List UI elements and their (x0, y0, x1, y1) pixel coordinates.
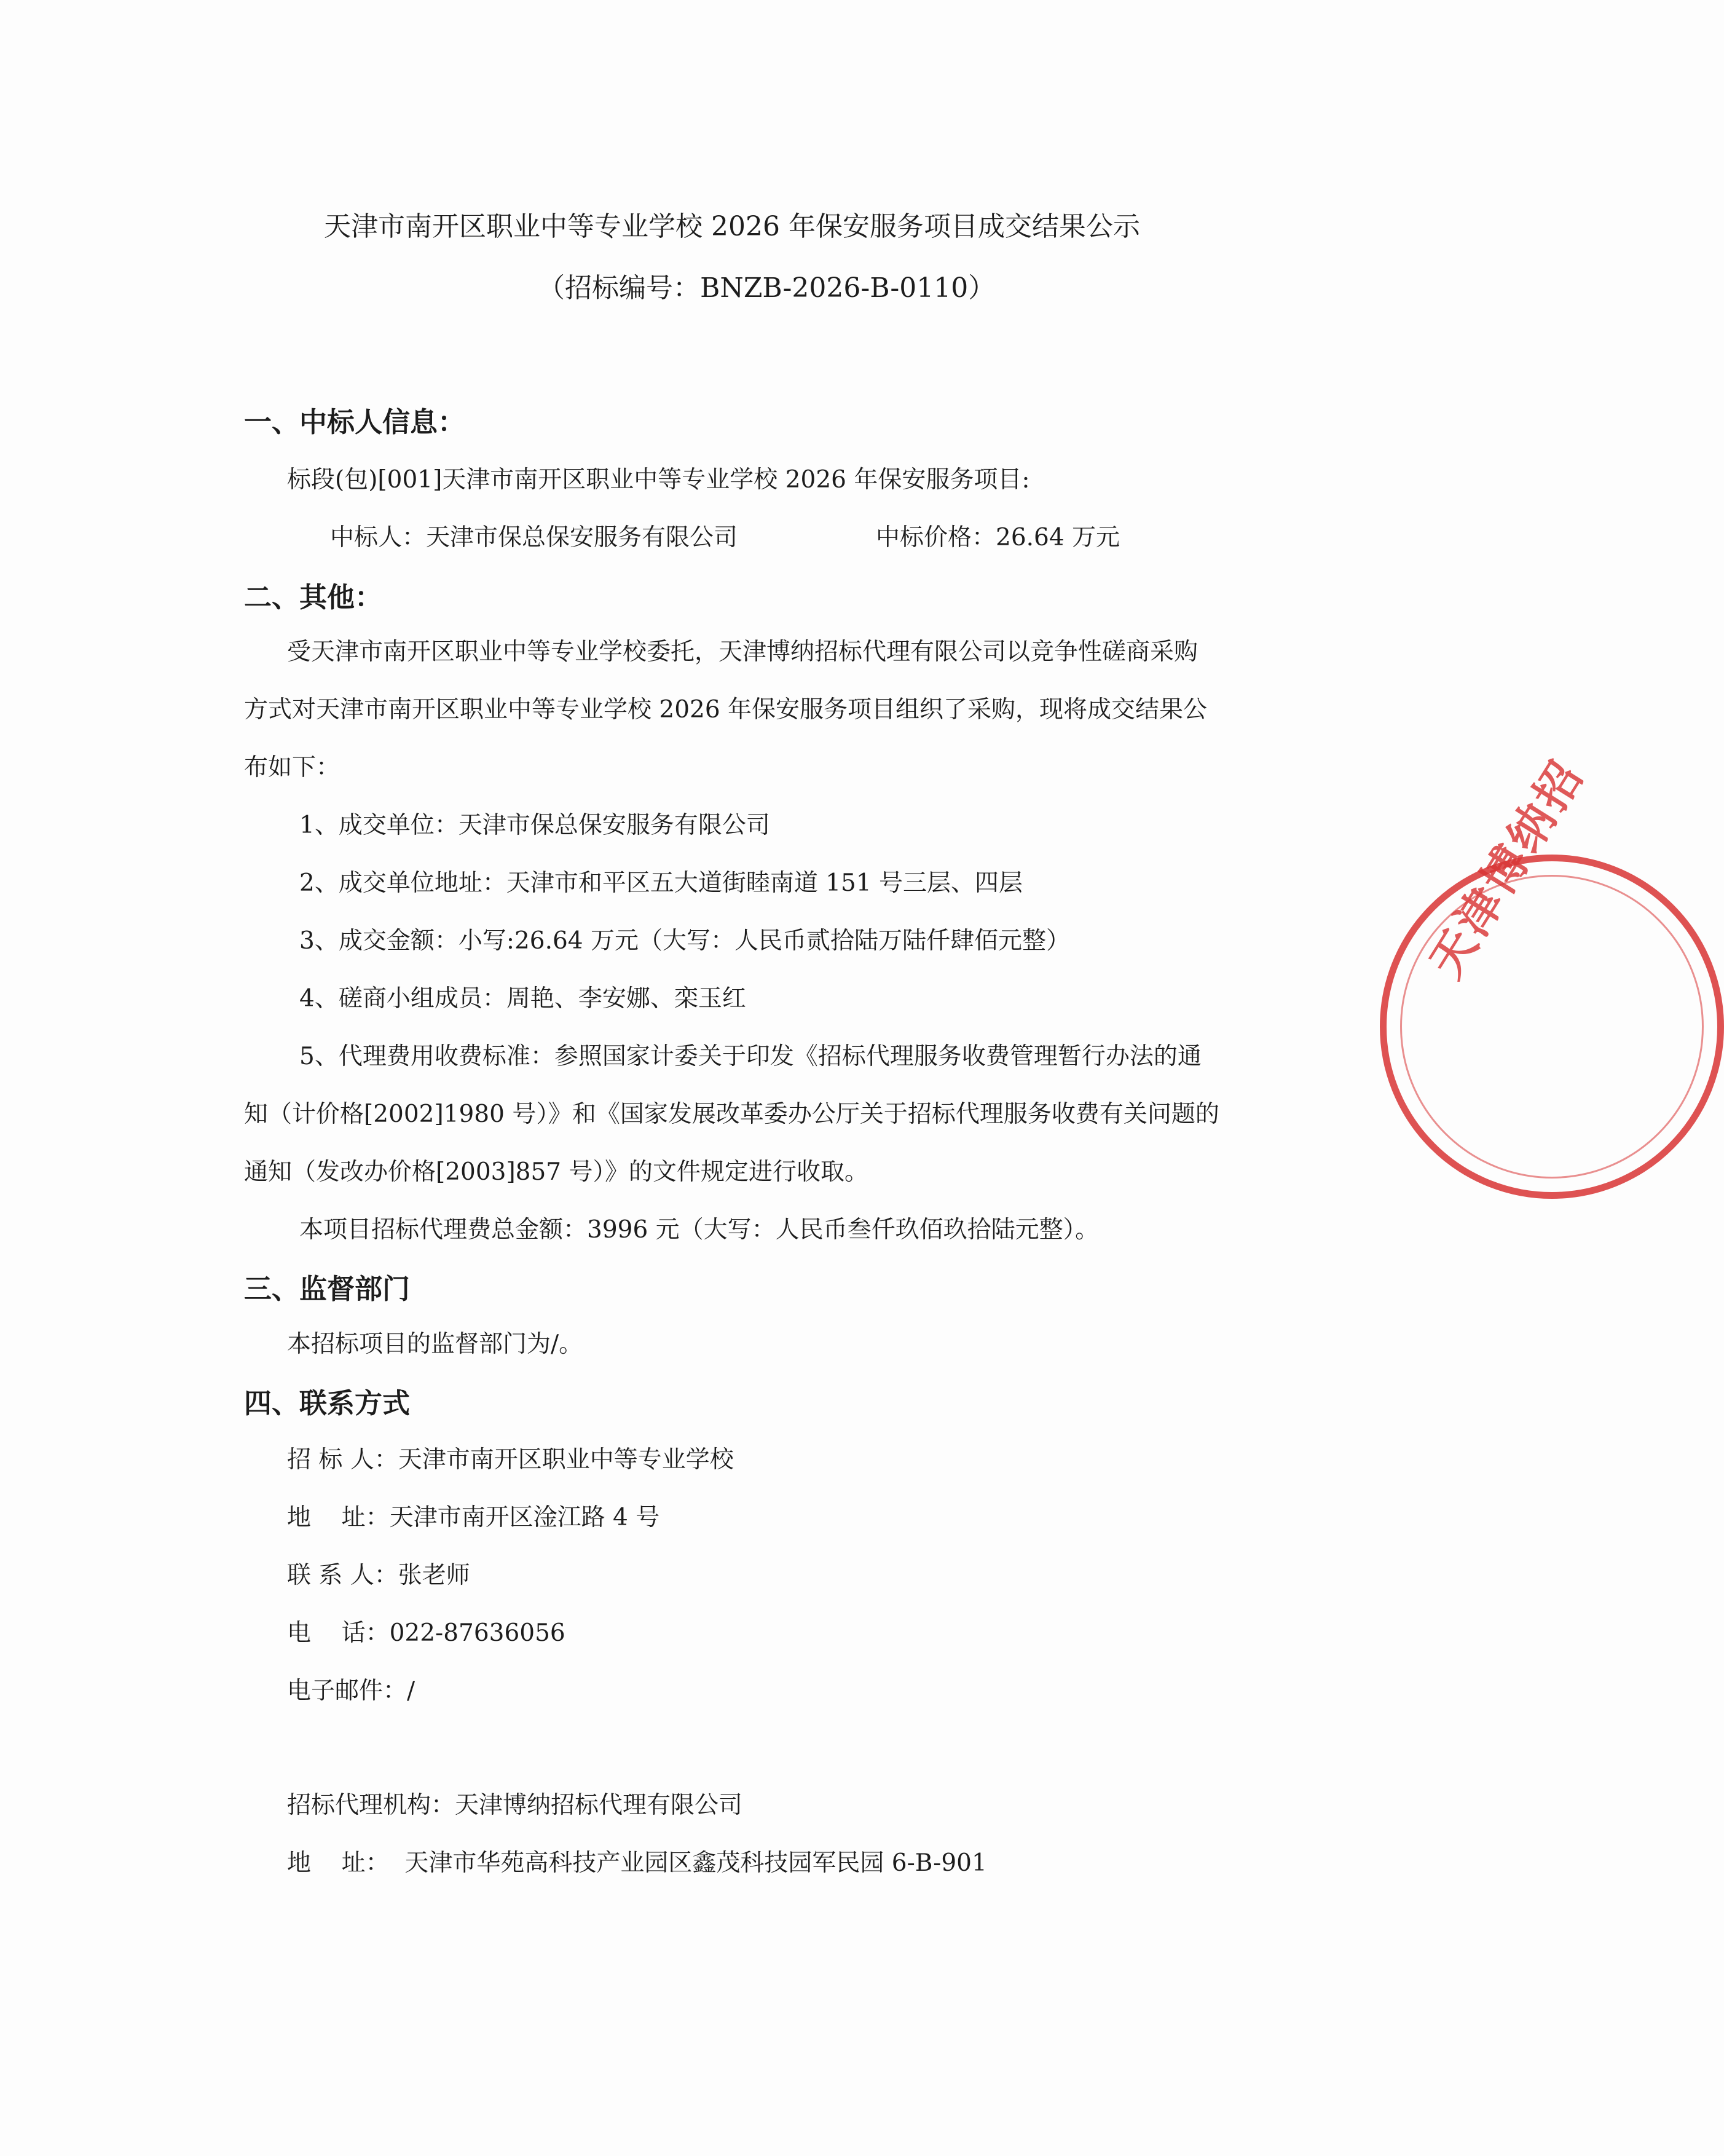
result-item-continuation: 通知（发改办价格[2003]857 号）》的文件规定进行收取。 (244, 1158, 869, 1186)
intro-paragraph-line: 方式对天津市南开区职业中等专业学校 2026 年保安服务项目组织了采购，现将成交结果公 (244, 696, 1208, 724)
contact-line: 招 标 人：天津市南开区职业中等专业学校 (287, 1446, 734, 1474)
contact-line: 联 系 人：张老师 (287, 1562, 470, 1589)
result-item: 5、代理费用收费标准：参照国家计委关于印发《招标代理服务收费管理暂行办法的通 (299, 1043, 1202, 1070)
section-1-heading: 一、中标人信息： (244, 406, 466, 438)
agency-line: 招标代理机构：天津博纳招标代理有限公司 (287, 1791, 743, 1819)
agency-fee-line: 本项目招标代理费总金额：3996 元（大写：人民币叁仟玖佰玖拾陆元整）。 (299, 1216, 1100, 1244)
contact-line: 电 话：022-87636056 (287, 1619, 565, 1647)
red-seal-stamp (1380, 750, 1724, 1199)
result-item: 2、成交单位地址：天津市和平区五大道街睦南道 151 号三层、四层 (299, 869, 1023, 897)
contact-line: 电子邮件：/ (287, 1677, 415, 1705)
intro-paragraph-line: 布如下： (244, 754, 340, 781)
section-2-heading: 二、其他： (244, 581, 383, 614)
document-title: 天津市南开区职业中等专业学校 2026 年保安服务项目成交结果公示 (324, 211, 1140, 242)
price-line: 中标价格：26.64 万元 (876, 524, 1120, 551)
supervision-line: 本招标项目的监督部门为/。 (287, 1330, 583, 1358)
result-item-continuation: 知（计价格[2002]1980 号）》和《国家发展改革委办公厅关于招标代理服务收费有关问题的 (244, 1100, 1219, 1128)
result-item: 1、成交单位：天津市保总保安服务有限公司 (299, 811, 770, 839)
result-item: 4、磋商小组成员：周艳、李安娜、栾玉红 (299, 985, 746, 1013)
intro-paragraph-line: 受天津市南开区职业中等专业学校委托，天津博纳招标代理有限公司以竞争性磋商采购 (287, 638, 1199, 666)
lot-line: 标段(包)[001]天津市南开区职业中等专业学校 2026 年保安服务项目: (287, 466, 1030, 494)
contact-line: 地 址：天津市南开区淦江路 4 号 (287, 1504, 660, 1531)
tender-number: （招标编号：BNZB-2026-B-0110） (538, 272, 996, 304)
section-4-heading: 四、联系方式 (244, 1387, 411, 1420)
result-item: 3、成交金额：小写:26.64 万元（大写：人民币贰拾陆万陆仟肆佰元整） (299, 927, 1070, 955)
seal-text: 天津博纳招 (1419, 750, 1595, 987)
agency-address-line: 地 址： 天津市华苑高科技产业园区鑫茂科技园军民园 6-B-901 (287, 1849, 987, 1877)
winner-line: 中标人：天津市保总保安服务有限公司 (330, 524, 738, 551)
section-3-heading: 三、监督部门 (244, 1273, 411, 1305)
